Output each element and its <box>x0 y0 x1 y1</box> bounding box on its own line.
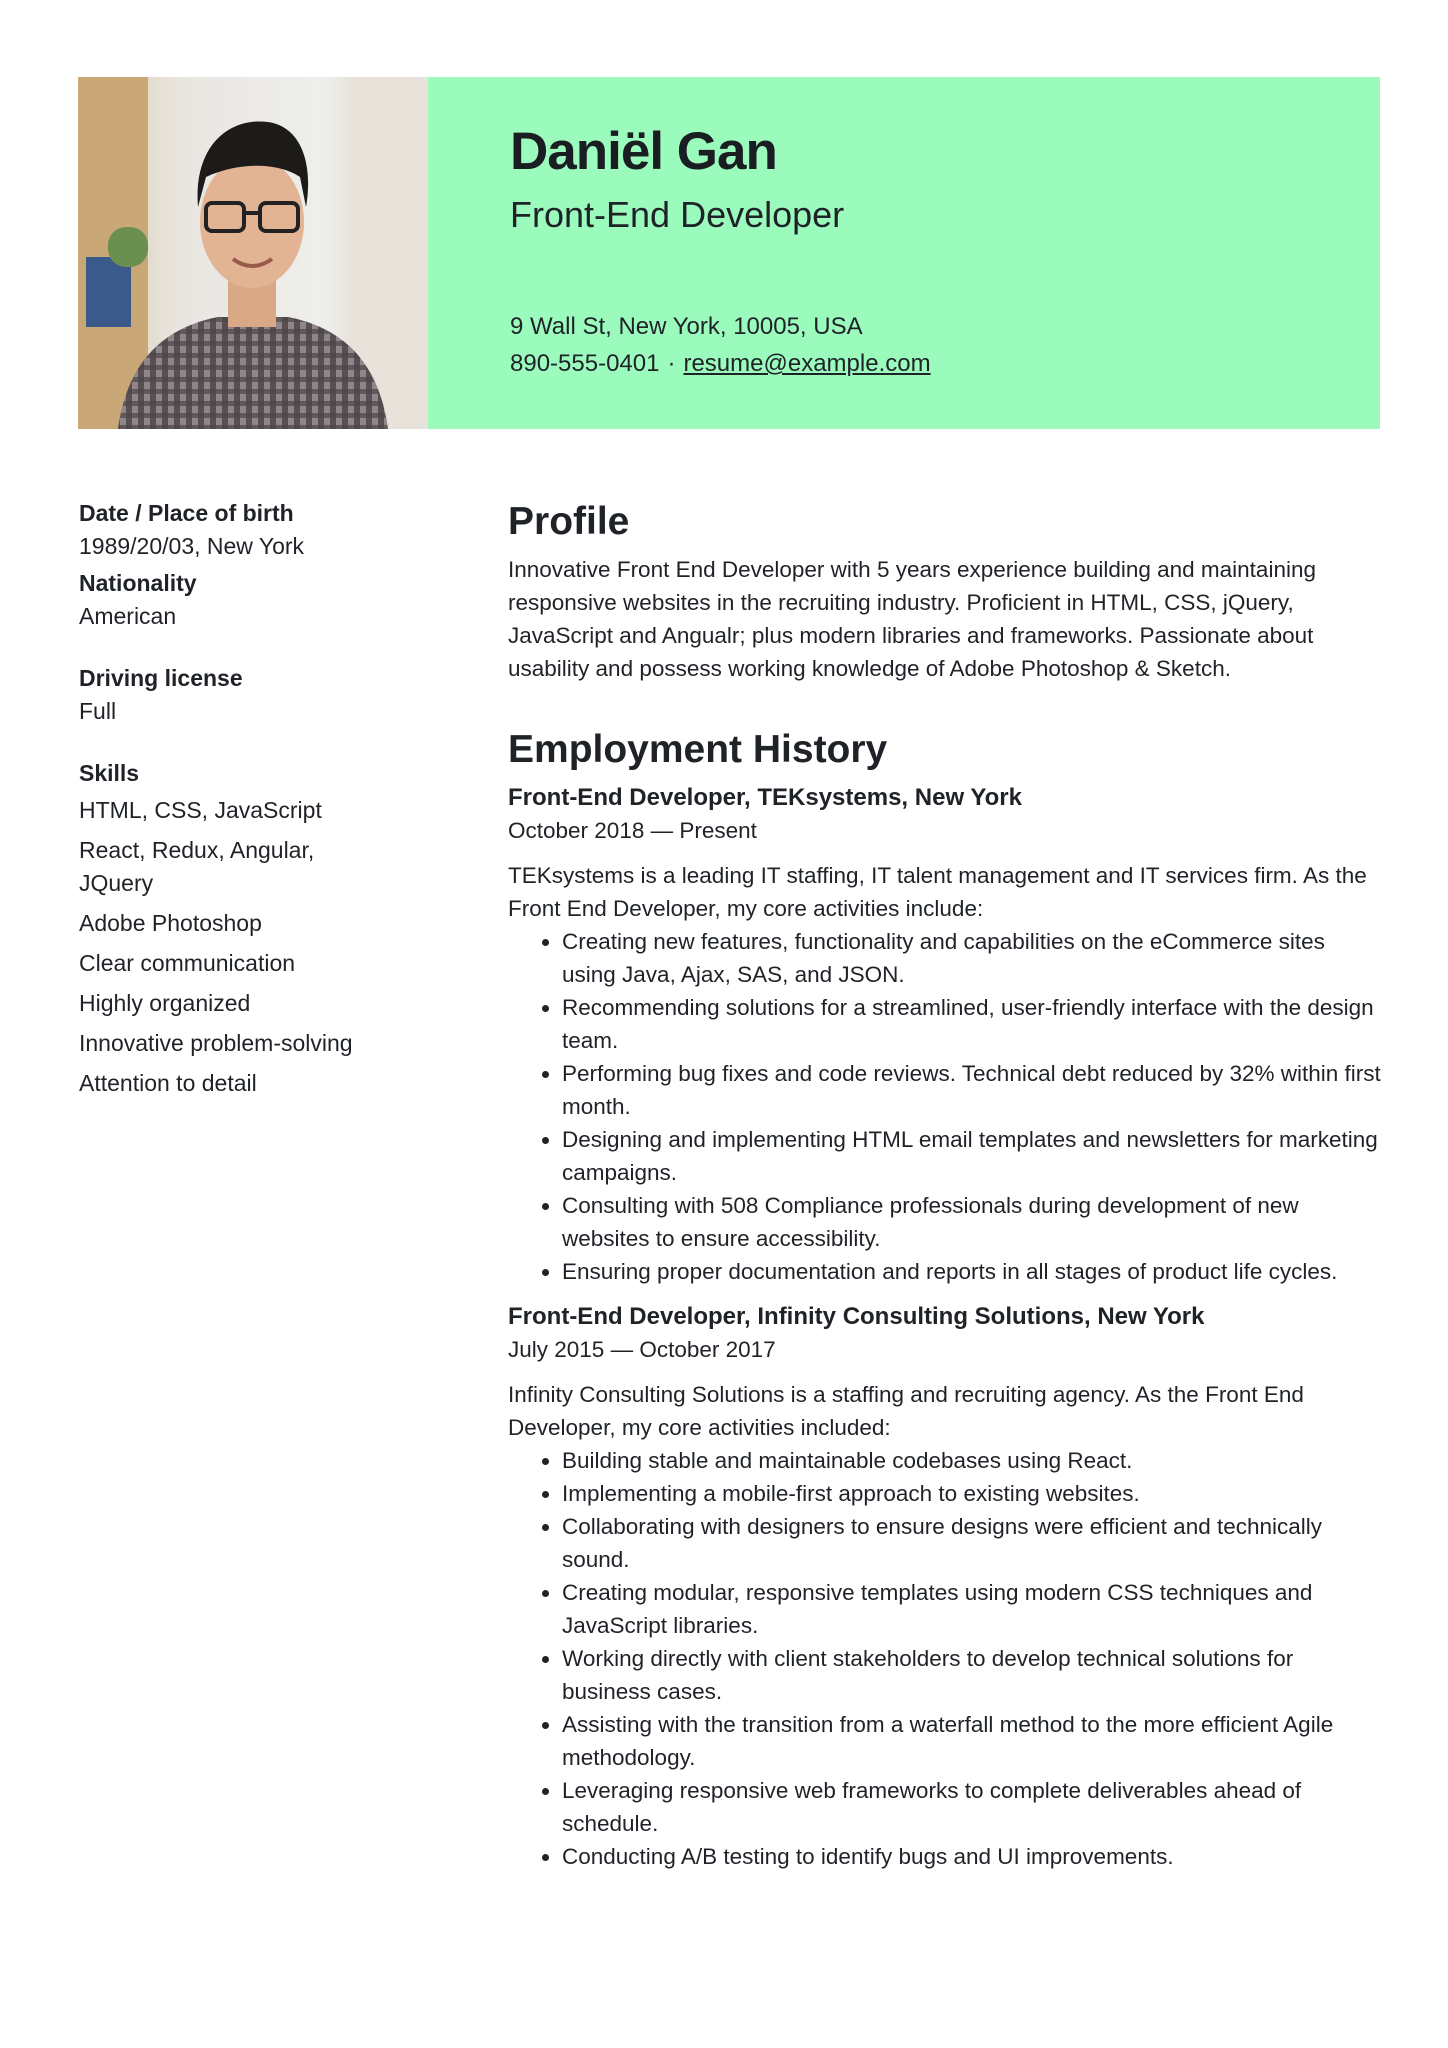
birth-label: Date / Place of birth <box>79 500 294 526</box>
profile-heading: Profile <box>508 500 630 543</box>
bullet-item: • Implementing a mobile-first approach to existing websites. <box>562 1477 1383 1510</box>
resume-header <box>78 77 1380 429</box>
skill-item: Adobe Photoshop <box>79 910 262 936</box>
person-photo-illustration <box>78 77 428 429</box>
bullet-item: • Conducting A/B testing to identify bugs and UI improvements. <box>562 1840 1383 1873</box>
candidate-title: Front-End Developer <box>510 194 845 235</box>
bullet-item: • Collaborating with designers to ensure designs were efficient and technically sound. <box>562 1510 1383 1576</box>
profile-text: Innovative Front End Developer with 5 years experience building and maintaining responsive websites in the recruiting industry. Proficient in HTML, CSS, jQuery, JavaScript and Angualr; plus modern libraries and frameworks. Passionate about usability and possess working knowledge of Adobe Photoshop & Sketch. <box>508 557 1316 681</box>
bullet-item: • Designing and implementing HTML email templates and newsletters for marketing campaigns. <box>562 1123 1383 1189</box>
nationality-value: American <box>79 603 177 629</box>
job-entry <box>508 781 1383 1288</box>
license-value: Full <box>79 698 117 724</box>
phone: 890-555-0401 <box>510 350 660 377</box>
bullet-item: • Leveraging responsive web frameworks to complete deliverables ahead of schedule. <box>562 1774 1383 1840</box>
job-dates: October 2018 — Present <box>508 818 757 843</box>
skill-item: Clear communication <box>79 950 296 976</box>
skill-item: React, Redux, Angular, JQuery <box>79 837 315 896</box>
job-description: TEKsystems is a leading IT staffing, IT talent management and IT services firm. As the Front End Developer, my core activities include: <box>508 863 1367 921</box>
bullet-item: • Creating modular, responsive templates using modern CSS techniques and JavaScript libraries. <box>562 1576 1383 1642</box>
skill-item: Attention to detail <box>79 1070 257 1096</box>
job-title: Front-End Developer, Infinity Consulting Solutions, New York <box>508 1303 1205 1330</box>
birth-value: 1989/20/03, New York <box>79 533 305 559</box>
skill-item: Highly organized <box>79 990 251 1016</box>
nationality-label: Nationality <box>79 570 197 596</box>
email-link[interactable]: resume@example.com <box>683 350 931 377</box>
employment-heading: Employment History <box>508 728 888 771</box>
job-dates: July 2015 — October 2017 <box>508 1337 776 1362</box>
bullet-item: • Working directly with client stakeholders to develop technical solutions for business cases. <box>562 1642 1383 1708</box>
bullet-item: • Consulting with 508 Compliance professionals during development of new websites to ensure accessibility. <box>562 1189 1383 1255</box>
bullet-item: • Assisting with the transition from a waterfall method to the more efficient Agile methodology. <box>562 1708 1383 1774</box>
bullet-item: • Performing bug fixes and code reviews. Technical debt reduced by 32% within first month. <box>562 1057 1383 1123</box>
skills-label: Skills <box>79 760 140 786</box>
address: 9 Wall St, New York, 10005, USA <box>510 313 863 340</box>
profile-photo <box>78 77 428 429</box>
job-entry <box>508 1300 1383 1873</box>
bullet-item: • Ensuring proper documentation and reports in all stages of product life cycles. <box>562 1255 1383 1288</box>
license-label: Driving license <box>79 665 243 691</box>
skill-item: Innovative problem-solving <box>79 1030 353 1056</box>
bullet-item: • Creating new features, functionality and capabilities on the eCommerce sites using Java, Ajax, SAS, and JSON. <box>562 925 1383 991</box>
details-column <box>79 497 409 1107</box>
skill-item: HTML, CSS, JavaScript <box>79 797 322 823</box>
bullet-item: • Recommending solutions for a streamlined, user-friendly interface with the design team. <box>562 991 1383 1057</box>
job-bullets <box>508 1444 1383 1873</box>
job-title: Front-End Developer, TEKsystems, New York <box>508 784 1022 811</box>
job-description: Infinity Consulting Solutions is a staffing and recruiting agency. As the Front End Developer, my core activities included: <box>508 1382 1304 1440</box>
separator: · <box>667 350 676 377</box>
candidate-name: Daniël Gan <box>510 122 777 181</box>
bullet-item: • Building stable and maintainable codebases using React. <box>562 1444 1383 1477</box>
main-column <box>508 497 1383 1873</box>
contact-line <box>510 350 931 378</box>
job-bullets <box>508 925 1383 1288</box>
